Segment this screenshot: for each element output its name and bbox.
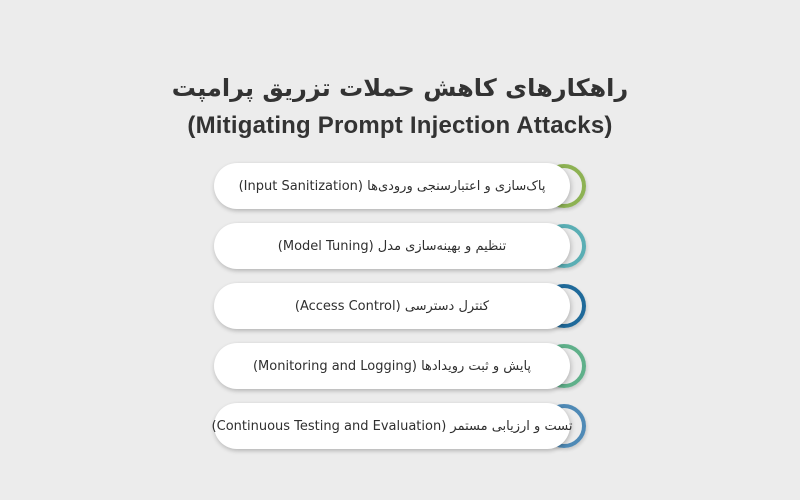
strategy-list bbox=[211, 163, 594, 463]
strategy-pill bbox=[214, 343, 570, 389]
title-persian: راهکارهای کاهش حملات تزریق پرامپت bbox=[171, 74, 629, 102]
strategy-pill bbox=[211, 403, 573, 449]
strategy-item-access-control bbox=[214, 283, 594, 329]
strategy-item-continuous-testing bbox=[211, 403, 594, 449]
strategy-label: کنترل دسترسی (Access Control) bbox=[294, 298, 490, 314]
strategy-item-model-tuning bbox=[214, 223, 594, 269]
strategy-item-input-sanitization bbox=[214, 163, 594, 209]
strategy-label: پایش و ثبت رویدادها (Monitoring and Logging) bbox=[252, 358, 532, 374]
strategy-label: تست و ارزیابی مستمر (Continuous Testing and Evaluation) bbox=[211, 418, 573, 434]
strategy-label: تنظیم و بهینه‌سازی مدل (Model Tuning) bbox=[277, 238, 507, 254]
strategy-label: پاک‌سازی و اعتبارسنجی ورودی‌ها (Input Sanitization) bbox=[238, 178, 546, 194]
strategy-pill bbox=[214, 163, 570, 209]
strategy-item-monitoring-logging bbox=[214, 343, 594, 389]
title-english: (Mitigating Prompt Injection Attacks) bbox=[187, 112, 613, 139]
strategy-pill bbox=[214, 283, 570, 329]
title-block bbox=[0, 70, 800, 144]
strategy-pill bbox=[214, 223, 570, 269]
